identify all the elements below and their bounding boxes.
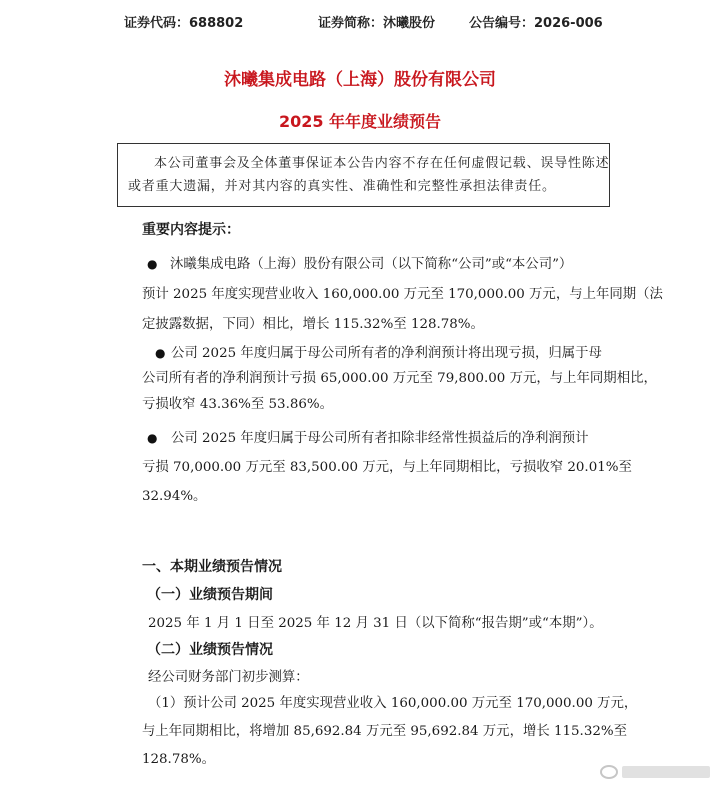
bullet-3-line-1: 公司 2025 年度归属于母公司所有者扣除非经常性损益后的净利润预计 — [171, 431, 589, 446]
highlights-heading: 重要内容提示： — [142, 222, 240, 238]
disclaimer-line-1: 本公司董事会及全体董事保证本公告内容不存在任何虚假记载、误导性陈述 — [154, 156, 610, 171]
period-heading: （一）业绩预告期间 — [147, 587, 273, 603]
forecast-item-1-line-1: （1）预计公司 2025 年度实现营业收入 160,000.00 万元至 170,000.00 万元， — [148, 696, 638, 711]
weibo-logo-icon — [600, 765, 618, 779]
bullet-3-line-2: 亏损 70,000.00 万元至 83,500.00 万元，与上年同期相比，亏损收窄 20.01%至 — [142, 460, 632, 475]
watermark-text-blur — [622, 766, 710, 778]
bullet-2-line-1: 公司 2025 年度归属于母公司所有者的净利润预计将出现亏损，归属于母 — [171, 346, 602, 361]
notice-number: 公告编号：2026-006 — [469, 16, 603, 31]
bullet-3-line-3: 32.94%。 — [142, 489, 207, 504]
bullet-icon: ● — [147, 257, 158, 271]
bullet-1-line-3: 定披露数据，下同）相比，增长 115.32%至 128.78%。 — [142, 317, 484, 332]
section-1-heading: 一、本期业绩预告情况 — [142, 559, 282, 575]
stock-abbreviation: 证券简称：沐曦股份 — [318, 16, 436, 31]
bullet-1-line-1: 沐曦集成电路（上海）股份有限公司（以下简称“公司”或“本公司”） — [170, 257, 573, 272]
disclaimer-line-2: 或者重大遗漏，并对其内容的真实性、准确性和完整性承担法律责任。 — [128, 179, 556, 194]
weibo-watermark — [600, 765, 710, 779]
company-title: 沐曦集成电路（上海）股份有限公司 — [224, 70, 496, 90]
bullet-icon: ● — [147, 431, 158, 445]
bullet-2-line-3: 亏损收窄 43.36%至 53.86%。 — [142, 397, 333, 412]
period-text: 2025 年 1 月 1 日至 2025 年 12 月 31 日（以下简称“报告期”或“本期”）。 — [148, 616, 603, 631]
forecast-heading: （二）业绩预告情况 — [147, 642, 273, 658]
bullet-1-line-2: 预计 2025 年度实现营业收入 160,000.00 万元至 170,000.00 万元，与上年同期（法 — [142, 287, 663, 302]
disclaimer-box — [117, 143, 610, 207]
stock-code: 证券代码：688802 — [124, 16, 244, 31]
forecast-item-1-line-2: 与上年同期相比，将增加 85,692.84 万元至 95,692.84 万元，增长 115.32%至 — [142, 724, 627, 739]
forecast-item-1-line-3: 128.78%。 — [142, 752, 215, 767]
forecast-intro: 经公司财务部门初步测算： — [148, 670, 309, 685]
document-title: 2025 年年度业绩预告 — [278, 112, 442, 131]
bullet-icon: ● — [155, 346, 166, 360]
bullet-2-line-2: 公司所有者的净利润预计亏损 65,000.00 万元至 79,800.00 万元，与上年同期相比， — [142, 371, 657, 386]
